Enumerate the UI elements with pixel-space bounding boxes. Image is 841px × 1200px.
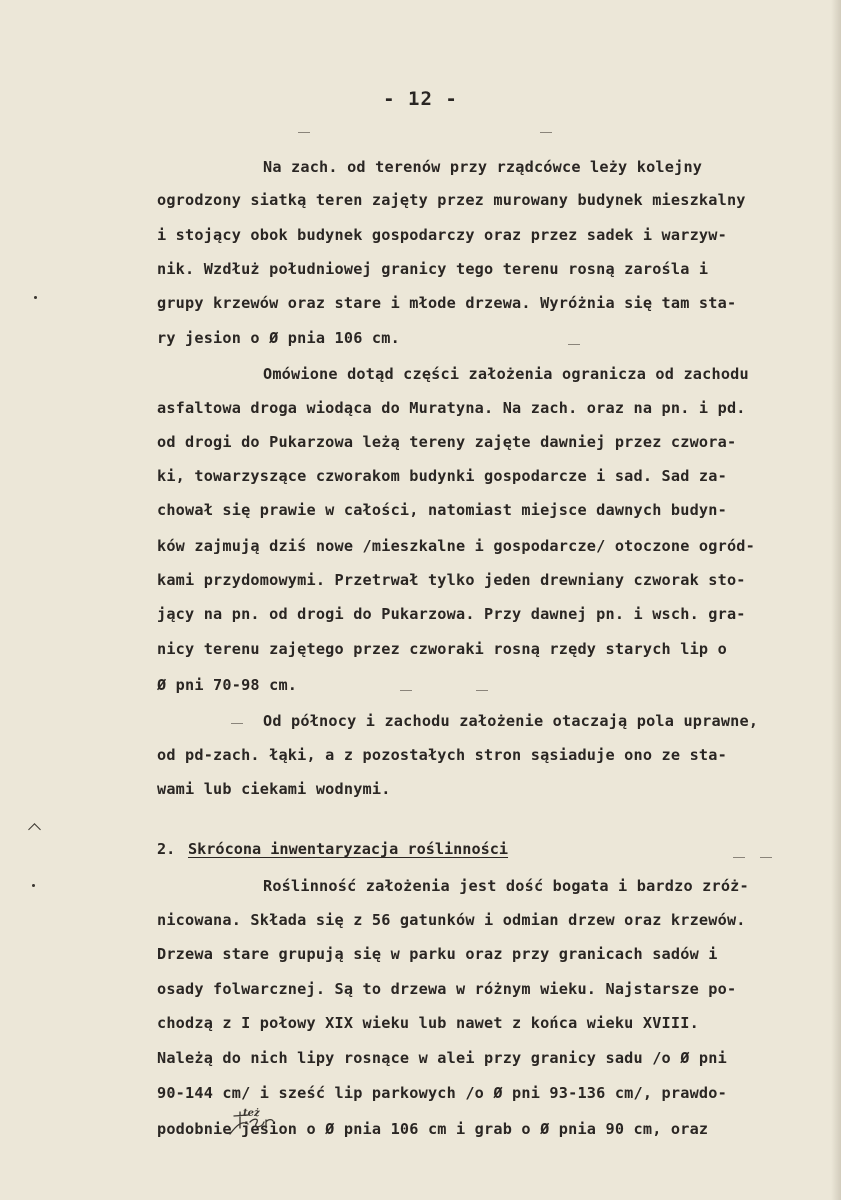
section-title: Skrócona inwentaryzacja roślinności xyxy=(188,840,509,858)
stray-dash xyxy=(476,690,488,691)
text-line: Od północy i zachodu założenie otaczają pola uprawne, xyxy=(263,712,759,730)
stray-dash xyxy=(568,344,580,345)
text-line: ki, towarzyszące czworakom budynki gospodarcze i sad. Sad za- xyxy=(157,467,727,485)
text-line: Omówione dotąd części założenia ogranicza od zachodu xyxy=(263,365,749,383)
text-line: Drzewa stare grupują się w parku oraz przy granicach sadów i xyxy=(157,945,718,963)
stray-dash xyxy=(760,857,772,858)
text-line: 90-144 cm/ i sześć lip parkowych /o Ø pni 93-136 cm/, prawdo- xyxy=(157,1084,727,1102)
text-line: chował się prawie w całości, natomiast miejsce dawnych budyn- xyxy=(157,501,727,519)
section-number: 2. xyxy=(157,840,176,858)
text-line: jący na pn. od drogi do Pukarzowa. Przy dawnej pn. i wsch. gra- xyxy=(157,605,746,623)
text-line: od pd-zach. łąki, a z pozostałych stron sąsiaduje ono ze sta- xyxy=(157,746,727,764)
text-line: od drogi do Pukarzowa leżą tereny zajęte dawniej przez czwora- xyxy=(157,433,737,451)
stray-dash xyxy=(733,857,745,858)
text-line: osady folwarcznej. Są to drzewa w różnym wieku. Najstarsze po- xyxy=(157,980,737,998)
text-line: nik. Wzdłuż południowej granicy tego terenu rosną zarośla i xyxy=(157,260,709,278)
handwritten-annotation xyxy=(226,1104,276,1138)
text-line: chodzą z I połowy XIX wieku lub nawet z końca wieku XVIII. xyxy=(157,1014,699,1032)
text-line: podobnie jesion o Ø pnia 106 cm i grab o Ø pnia 90 cm, oraz xyxy=(157,1120,709,1138)
stray-dash xyxy=(231,723,243,724)
text-line: Należą do nich lipy rosnące w alei przy granicy sadu /o Ø pni xyxy=(157,1049,727,1067)
text-line: grupy krzewów oraz stare i młode drzewa. Wyróżnia się tam sta- xyxy=(157,294,737,312)
text-line: asfaltowa droga wiodąca do Muratyna. Na zach. oraz na pn. i pd. xyxy=(157,399,746,417)
text-line: wami lub ciekami wodnymi. xyxy=(157,780,391,798)
stray-dash xyxy=(298,132,310,133)
page-number: - 12 - xyxy=(383,88,458,110)
text-line: Ø pni 70-98 cm. xyxy=(157,676,298,694)
page-edge-shadow xyxy=(831,0,841,1200)
margin-tick xyxy=(28,823,41,836)
text-line: ry jesion o Ø pnia 106 cm. xyxy=(157,329,400,347)
text-line: ogrodzony siatką teren zajęty przez murowany budynek mieszkalny xyxy=(157,191,746,209)
text-line: Roślinność założenia jest dość bogata i bardzo zróż- xyxy=(263,877,749,895)
text-line: i stojący obok budynek gospodarczy oraz przez sadek i warzyw- xyxy=(157,226,727,244)
margin-dot xyxy=(32,884,35,887)
text-line: nicy terenu zajętego przez czworaki rosną rzędy starych lip o xyxy=(157,640,727,658)
stray-dash xyxy=(540,132,552,133)
annotation-text: też xyxy=(243,1108,260,1119)
text-line: Na zach. od terenów przy rządcówce leży kolejny xyxy=(263,158,703,176)
text-line: nicowana. Składa się z 56 gatunków i odmian drzew oraz krzewów. xyxy=(157,911,746,929)
stray-dash xyxy=(400,690,412,691)
text-line: ków zajmują dziś nowe /mieszkalne i gospodarcze/ otoczone ogród- xyxy=(157,537,755,555)
text-line: kami przydomowymi. Przetrwał tylko jeden drewniany czworak sto- xyxy=(157,571,746,589)
margin-dot xyxy=(34,296,37,299)
